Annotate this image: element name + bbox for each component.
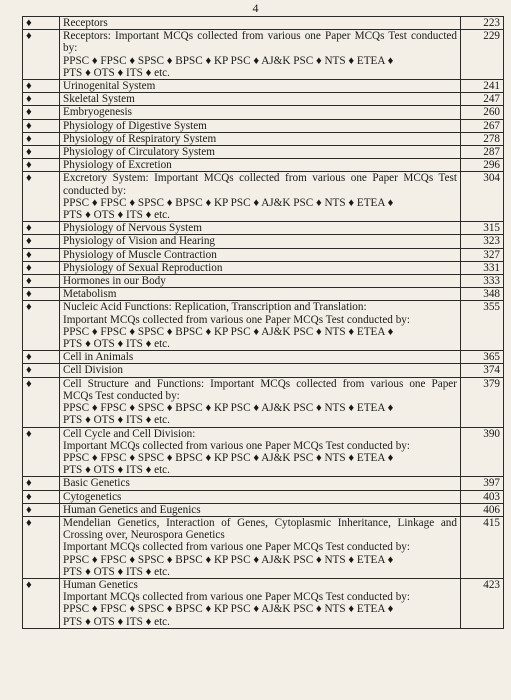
toc-entry-title <box>60 490 461 503</box>
toc-entry-title <box>60 17 461 30</box>
toc-row <box>23 377 504 427</box>
bullet-icon: ♦ <box>23 119 60 132</box>
exam-bodies-line: PTS ♦ OTS ♦ ITS ♦ etc. <box>63 615 170 628</box>
toc-page-number: 374 <box>461 364 504 377</box>
toc-row <box>23 261 504 274</box>
toc-row <box>23 490 504 503</box>
toc-entry-title <box>60 427 461 477</box>
exam-bodies-line: PPSC ♦ FPSC ♦ SPSC ♦ BPSC ♦ KP PSC ♦ AJ&K PSC ♦ NTS ♦ ETEA ♦ <box>63 603 394 616</box>
toc-page-number: 287 <box>461 146 504 159</box>
entry-title: Urinogenital System <box>63 80 156 93</box>
toc-entry-title <box>60 503 461 516</box>
bullet-icon: ♦ <box>23 516 60 578</box>
toc-row <box>23 93 504 106</box>
table-of-contents <box>22 16 504 629</box>
bullet-icon: ♦ <box>23 172 60 222</box>
toc-page-number: 333 <box>461 275 504 288</box>
toc-entry-title <box>60 146 461 159</box>
toc-entry-title <box>60 93 461 106</box>
toc-row <box>23 248 504 261</box>
toc-row <box>23 172 504 222</box>
exam-bodies-line: PPSC ♦ FPSC ♦ SPSC ♦ BPSC ♦ KP PSC ♦ AJ&K PSC ♦ NTS ♦ ETEA ♦ <box>63 325 394 338</box>
toc-row <box>23 159 504 172</box>
bullet-icon: ♦ <box>23 351 60 364</box>
toc-body <box>23 17 504 629</box>
toc-page-number: 260 <box>461 106 504 119</box>
toc-page-number: 229 <box>461 30 504 80</box>
entry-title: Cell Division <box>63 364 123 377</box>
toc-page-number: 331 <box>461 261 504 274</box>
bullet-icon: ♦ <box>23 275 60 288</box>
bullet-icon: ♦ <box>23 222 60 235</box>
bullet-icon: ♦ <box>23 377 60 427</box>
entry-title: Physiology of Sexual Reproduction <box>63 261 223 274</box>
toc-entry-title <box>60 30 461 80</box>
exam-bodies-line: PTS ♦ OTS ♦ ITS ♦ etc. <box>63 414 170 427</box>
toc-page-number: 423 <box>461 578 504 628</box>
toc-page-number: 296 <box>461 159 504 172</box>
toc-page-number: 323 <box>461 235 504 248</box>
toc-entry-title <box>60 364 461 377</box>
exam-bodies-line: PTS ♦ OTS ♦ ITS ♦ etc. <box>63 565 170 578</box>
entry-title: Hormones in our Body <box>63 275 166 288</box>
toc-entry-title <box>60 477 461 490</box>
toc-row <box>23 222 504 235</box>
entry-title: Mendelian Genetics, Interaction of Genes, Cytoplasmic Inheritance, Linkage and Crossing over, Neurospora Genetics <box>63 516 457 542</box>
entry-title: Human Genetics <box>63 578 138 591</box>
toc-page-number: 315 <box>461 222 504 235</box>
entry-subtitle: Important MCQs collected from various one Paper MCQs Test conducted by: <box>63 439 410 452</box>
toc-row <box>23 146 504 159</box>
toc-row <box>23 275 504 288</box>
toc-row <box>23 503 504 516</box>
entry-title: Physiology of Circulatory System <box>63 146 215 159</box>
exam-bodies-line: PPSC ♦ FPSC ♦ SPSC ♦ BPSC ♦ KP PSC ♦ AJ&K PSC ♦ NTS ♦ ETEA ♦ <box>63 402 394 415</box>
bullet-icon: ♦ <box>23 364 60 377</box>
toc-entry-title <box>60 275 461 288</box>
toc-row <box>23 351 504 364</box>
toc-row <box>23 477 504 490</box>
toc-page-number: 355 <box>461 301 504 351</box>
toc-row <box>23 427 504 477</box>
bullet-icon: ♦ <box>23 106 60 119</box>
bullet-icon: ♦ <box>23 301 60 351</box>
toc-entry-title <box>60 172 461 222</box>
entry-subtitle: Important MCQs collected from various one Paper MCQs Test conducted by: <box>63 541 410 554</box>
bullet-icon: ♦ <box>23 146 60 159</box>
toc-row <box>23 132 504 145</box>
toc-row <box>23 106 504 119</box>
toc-row <box>23 578 504 628</box>
bullet-icon: ♦ <box>23 132 60 145</box>
entry-title: Receptors <box>63 17 108 29</box>
toc-row <box>23 516 504 578</box>
entry-title: Embryogenesis <box>63 106 132 119</box>
entry-title: Cell Cycle and Cell Division: <box>63 427 196 440</box>
toc-row <box>23 364 504 377</box>
bullet-icon: ♦ <box>23 248 60 261</box>
toc-entry-title <box>60 516 461 578</box>
bullet-icon: ♦ <box>23 288 60 301</box>
exam-bodies-line: PPSC ♦ FPSC ♦ SPSC ♦ BPSC ♦ KP PSC ♦ AJ&K PSC ♦ NTS ♦ ETEA ♦ <box>63 451 394 464</box>
bullet-icon: ♦ <box>23 427 60 477</box>
bullet-icon: ♦ <box>23 80 60 93</box>
toc-page-number: 304 <box>461 172 504 222</box>
toc-row <box>23 80 504 93</box>
toc-page-number: 241 <box>461 80 504 93</box>
toc-entry-title <box>60 119 461 132</box>
entry-title: Excretory System: Important MCQs collected from various one Paper MCQs Test conducted by: <box>63 172 457 197</box>
toc-entry-title <box>60 132 461 145</box>
toc-entry-title <box>60 377 461 427</box>
toc-entry-title <box>60 578 461 628</box>
entry-title: Cell Structure and Functions: Important MCQs collected from various one Paper MCQs Test conducted by: <box>63 377 457 402</box>
toc-row <box>23 119 504 132</box>
page-number: 4 <box>252 1 259 15</box>
entry-title: Physiology of Digestive System <box>63 119 207 132</box>
toc-page-number: 223 <box>461 17 504 30</box>
bullet-icon: ♦ <box>23 235 60 248</box>
toc-row <box>23 17 504 30</box>
entry-title: Physiology of Excretion <box>63 159 172 172</box>
entry-title: Nucleic Acid Functions: Replication, Transcription and Translation: <box>63 301 367 314</box>
bullet-icon: ♦ <box>23 490 60 503</box>
toc-page-number: 415 <box>461 516 504 578</box>
bullet-icon: ♦ <box>23 30 60 80</box>
toc-page-number: 397 <box>461 477 504 490</box>
entry-title: Cell in Animals <box>63 351 134 364</box>
toc-page-number: 247 <box>461 93 504 106</box>
exam-bodies-line: PTS ♦ OTS ♦ ITS ♦ etc. <box>63 338 170 351</box>
toc-page-number: 327 <box>461 248 504 261</box>
toc-page-number: 267 <box>461 119 504 132</box>
toc-entry-title <box>60 351 461 364</box>
bullet-icon: ♦ <box>23 261 60 274</box>
toc-entry-title <box>60 301 461 351</box>
toc-entry-title <box>60 235 461 248</box>
exam-bodies-line: PTS ♦ OTS ♦ ITS ♦ etc. <box>63 209 170 222</box>
toc-entry-title <box>60 288 461 301</box>
entry-title: Human Genetics and Eugenics <box>63 503 201 516</box>
entry-title: Physiology of Vision and Hearing <box>63 235 216 248</box>
entry-subtitle: Important MCQs collected from various one Paper MCQs Test conducted by: <box>63 313 410 326</box>
bullet-icon: ♦ <box>23 578 60 628</box>
entry-title: Physiology of Respiratory System <box>63 132 217 145</box>
exam-bodies-line: PPSC ♦ FPSC ♦ SPSC ♦ BPSC ♦ KP PSC ♦ AJ&K PSC ♦ NTS ♦ ETEA ♦ <box>63 54 394 67</box>
bullet-icon: ♦ <box>23 93 60 106</box>
entry-title: Cytogenetics <box>63 490 122 503</box>
toc-row <box>23 301 504 351</box>
exam-bodies-line: PPSC ♦ FPSC ♦ SPSC ♦ BPSC ♦ KP PSC ♦ AJ&K PSC ♦ NTS ♦ ETEA ♦ <box>63 553 394 566</box>
toc-entry-title <box>60 248 461 261</box>
exam-bodies-line: PTS ♦ OTS ♦ ITS ♦ etc. <box>63 464 170 477</box>
toc-page-number: 406 <box>461 503 504 516</box>
entry-title: Physiology of Muscle Contraction <box>63 248 217 261</box>
bullet-icon: ♦ <box>23 159 60 172</box>
bullet-icon: ♦ <box>23 503 60 516</box>
toc-entry-title <box>60 222 461 235</box>
toc-entry-title <box>60 261 461 274</box>
entry-title: Basic Genetics <box>63 477 130 490</box>
exam-bodies-line: PTS ♦ OTS ♦ ITS ♦ etc. <box>63 66 170 79</box>
entry-title: Skeletal System <box>63 93 135 106</box>
entry-title: Receptors: Important MCQs collected from various one Paper MCQs Test conducted by: <box>63 30 457 55</box>
toc-page-number: 403 <box>461 490 504 503</box>
entry-title: Physiology of Nervous System <box>63 222 202 235</box>
toc-row <box>23 235 504 248</box>
toc-page-number: 365 <box>461 351 504 364</box>
toc-entry-title <box>60 80 461 93</box>
toc-row <box>23 30 504 80</box>
bullet-icon: ♦ <box>23 477 60 490</box>
bullet-icon: ♦ <box>23 17 60 30</box>
toc-row <box>23 288 504 301</box>
toc-page-number: 348 <box>461 288 504 301</box>
toc-entry-title <box>60 106 461 119</box>
toc-page-number: 278 <box>461 132 504 145</box>
entry-title: Metabolism <box>63 288 117 301</box>
toc-page-number: 379 <box>461 377 504 427</box>
toc-entry-title <box>60 159 461 172</box>
exam-bodies-line: PPSC ♦ FPSC ♦ SPSC ♦ BPSC ♦ KP PSC ♦ AJ&K PSC ♦ NTS ♦ ETEA ♦ <box>63 196 394 209</box>
toc-page-number: 390 <box>461 427 504 477</box>
entry-subtitle: Important MCQs collected from various one Paper MCQs Test conducted by: <box>63 591 410 604</box>
